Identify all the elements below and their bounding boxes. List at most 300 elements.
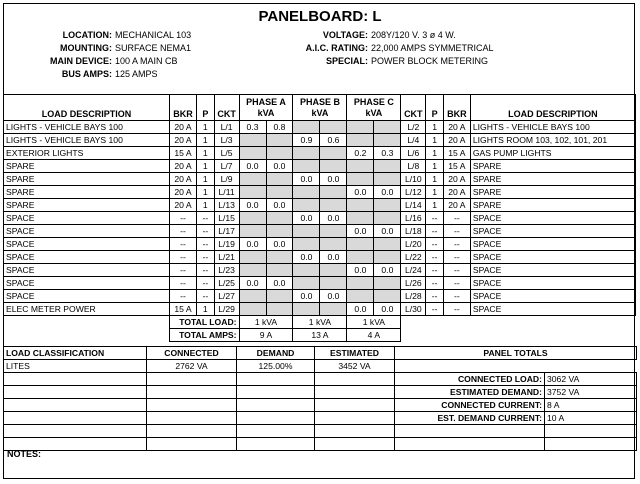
circuit-row bbox=[4, 277, 636, 290]
breaker-right: -- bbox=[443, 212, 470, 225]
circuit-left: L/29 bbox=[214, 303, 239, 316]
phase-label: PHASE B bbox=[299, 96, 340, 107]
page-title: PANELBOARD: L bbox=[258, 8, 382, 25]
phase-b-header bbox=[293, 95, 347, 121]
phase-b-right bbox=[320, 303, 347, 316]
phase-c-left bbox=[347, 290, 374, 303]
column-header: LOAD DESCRIPTION bbox=[4, 95, 170, 121]
breaker-right: 20 A bbox=[443, 173, 470, 186]
circuit-right: L/20 bbox=[401, 238, 426, 251]
breaker-left: 15 A bbox=[170, 303, 197, 316]
breaker-right: -- bbox=[443, 238, 470, 251]
load-description-right: LIGHTS ROOM 103, 102, 101, 201 bbox=[470, 134, 635, 147]
poles-left: -- bbox=[197, 277, 215, 290]
breaker-right: -- bbox=[443, 303, 470, 316]
breaker-left: 20 A bbox=[170, 173, 197, 186]
load-description-right: SPACE bbox=[470, 238, 635, 251]
circuit-left: L/9 bbox=[214, 173, 239, 186]
phase-a-left bbox=[239, 186, 266, 199]
circuit-left: L/3 bbox=[214, 134, 239, 147]
poles-right: -- bbox=[426, 212, 444, 225]
phase-b-right bbox=[320, 121, 347, 134]
breaker-left: -- bbox=[170, 225, 197, 238]
classification-row bbox=[4, 360, 637, 373]
circuit-left: L/23 bbox=[214, 264, 239, 277]
panel-schedule bbox=[3, 3, 635, 479]
circuit-row bbox=[4, 121, 636, 134]
load-description-right: SPACE bbox=[470, 264, 635, 277]
circuit-row bbox=[4, 186, 636, 199]
poles-right: -- bbox=[426, 225, 444, 238]
phase-b-right bbox=[320, 147, 347, 160]
phase-b-left bbox=[293, 147, 320, 160]
phase-a-right bbox=[266, 212, 293, 225]
phase-a-left: 0.0 bbox=[239, 238, 266, 251]
load-description-left: SPACE bbox=[4, 212, 170, 225]
phase-c-left bbox=[347, 134, 374, 147]
phase-c-right bbox=[374, 238, 401, 251]
circuit-right: L/26 bbox=[401, 277, 426, 290]
header-field bbox=[244, 55, 494, 68]
phase-a-right: 0.0 bbox=[266, 238, 293, 251]
circuit-right: L/10 bbox=[401, 173, 426, 186]
circuit-row bbox=[4, 212, 636, 225]
poles-left: -- bbox=[197, 264, 215, 277]
phase-a-right bbox=[266, 134, 293, 147]
phase-b-right: 0.0 bbox=[320, 173, 347, 186]
phase-label: PHASE C bbox=[353, 96, 394, 107]
breaker-left: -- bbox=[170, 238, 197, 251]
poles-right: -- bbox=[426, 303, 444, 316]
poles-left: -- bbox=[197, 212, 215, 225]
header-key: BUS AMPS: bbox=[61, 69, 112, 79]
notes-label: NOTES: bbox=[7, 449, 42, 459]
poles-left: 1 bbox=[197, 147, 215, 160]
circuit-right: L/16 bbox=[401, 212, 426, 225]
table-header-row bbox=[4, 95, 636, 121]
column-header: DEMAND bbox=[237, 347, 315, 360]
circuit-row bbox=[4, 264, 636, 277]
circuit-row bbox=[4, 134, 636, 147]
poles-left: 1 bbox=[197, 121, 215, 134]
header-field bbox=[4, 29, 191, 42]
breaker-left: -- bbox=[170, 277, 197, 290]
phase-c-right bbox=[374, 251, 401, 264]
phase-c-left bbox=[347, 199, 374, 212]
circuit-row bbox=[4, 199, 636, 212]
header-value: 125 AMPS bbox=[115, 69, 158, 79]
header-key: MAIN DEVICE: bbox=[49, 56, 112, 66]
breaker-right: 20 A bbox=[443, 134, 470, 147]
classification-estimated: 3452 VA bbox=[315, 360, 395, 373]
column-header: LOAD CLASSIFICATION bbox=[4, 347, 147, 360]
breaker-left: 20 A bbox=[170, 121, 197, 134]
phase-b-right bbox=[320, 186, 347, 199]
circuit-left: L/21 bbox=[214, 251, 239, 264]
phase-a-right bbox=[266, 290, 293, 303]
phase-c-left: 0.0 bbox=[347, 264, 374, 277]
phase-c-left bbox=[347, 121, 374, 134]
breaker-left: 20 A bbox=[170, 186, 197, 199]
phase-b-left: 0.0 bbox=[293, 173, 320, 186]
load-description-right: SPACE bbox=[470, 212, 635, 225]
phase-a-right bbox=[266, 225, 293, 238]
breaker-right: -- bbox=[443, 251, 470, 264]
load-description-left: EXTERIOR LIGHTS bbox=[4, 147, 170, 160]
phase-b-left bbox=[293, 121, 320, 134]
total-amps-b: 13 A bbox=[293, 329, 347, 342]
header-field bbox=[244, 42, 494, 55]
poles-left: -- bbox=[197, 290, 215, 303]
circuit-right: L/22 bbox=[401, 251, 426, 264]
load-description-right: SPACE bbox=[470, 290, 635, 303]
header-field bbox=[4, 42, 191, 55]
poles-right: 1 bbox=[426, 173, 444, 186]
classification-demand: 125.00% bbox=[237, 360, 315, 373]
load-description-left: SPACE bbox=[4, 238, 170, 251]
poles-left: 1 bbox=[197, 303, 215, 316]
load-description-left: SPACE bbox=[4, 277, 170, 290]
load-description-left: SPARE bbox=[4, 160, 170, 173]
circuit-left: L/7 bbox=[214, 160, 239, 173]
load-description-right: SPARE bbox=[470, 173, 635, 186]
column-header: CONNECTED bbox=[147, 347, 237, 360]
phase-c-left bbox=[347, 173, 374, 186]
circuit-row bbox=[4, 160, 636, 173]
poles-right: -- bbox=[426, 264, 444, 277]
phase-b-right bbox=[320, 225, 347, 238]
load-description-left: SPARE bbox=[4, 186, 170, 199]
phase-a-left bbox=[239, 290, 266, 303]
circuit-right: L/12 bbox=[401, 186, 426, 199]
phase-c-left bbox=[347, 160, 374, 173]
column-header: P bbox=[426, 95, 444, 121]
phase-b-right: 0.0 bbox=[320, 212, 347, 225]
poles-left: -- bbox=[197, 225, 215, 238]
circuit-row bbox=[4, 173, 636, 186]
header-value: 22,000 AMPS SYMMETRICAL bbox=[371, 43, 494, 53]
breaker-left: -- bbox=[170, 264, 197, 277]
total-load-label: TOTAL LOAD: bbox=[170, 316, 240, 329]
header-key: MOUNTING: bbox=[60, 43, 112, 53]
load-description-right: SPARE bbox=[470, 199, 635, 212]
phase-a-left bbox=[239, 147, 266, 160]
phase-b-right: 0.6 bbox=[320, 134, 347, 147]
phase-a-left bbox=[239, 251, 266, 264]
phase-c-left: 0.0 bbox=[347, 303, 374, 316]
circuit-row bbox=[4, 147, 636, 160]
breaker-left: 20 A bbox=[170, 199, 197, 212]
phase-a-right bbox=[266, 251, 293, 264]
poles-right: -- bbox=[426, 238, 444, 251]
phase-b-right bbox=[320, 238, 347, 251]
breaker-right: 20 A bbox=[443, 121, 470, 134]
phase-a-left bbox=[239, 212, 266, 225]
breaker-right: 20 A bbox=[443, 186, 470, 199]
phase-c-left bbox=[347, 277, 374, 290]
column-header: LOAD DESCRIPTION bbox=[470, 95, 635, 121]
load-description-right: SPACE bbox=[470, 225, 635, 238]
phase-b-left: 0.0 bbox=[293, 290, 320, 303]
total-load-a: 1 kVA bbox=[239, 316, 293, 329]
circuit-right: L/24 bbox=[401, 264, 426, 277]
column-header: P bbox=[197, 95, 215, 121]
phase-c-right: 0.3 bbox=[374, 147, 401, 160]
phase-c-right bbox=[374, 121, 401, 134]
phase-c-right: 0.0 bbox=[374, 225, 401, 238]
phase-a-header bbox=[239, 95, 293, 121]
total-amps-c: 4 A bbox=[347, 329, 401, 342]
breaker-left: -- bbox=[170, 290, 197, 303]
load-description-left: SPACE bbox=[4, 264, 170, 277]
classification-row bbox=[4, 386, 637, 399]
total-load-c: 1 kVA bbox=[347, 316, 401, 329]
total-amps-a: 9 A bbox=[239, 329, 293, 342]
circuit-left: L/5 bbox=[214, 147, 239, 160]
circuit-row bbox=[4, 303, 636, 316]
classification-row bbox=[4, 412, 637, 425]
phase-c-left bbox=[347, 212, 374, 225]
classification-row bbox=[4, 438, 637, 451]
phase-a-left bbox=[239, 303, 266, 316]
circuit-right: L/4 bbox=[401, 134, 426, 147]
phase-a-left bbox=[239, 225, 266, 238]
phase-c-left bbox=[347, 238, 374, 251]
phase-a-right bbox=[266, 264, 293, 277]
circuit-row bbox=[4, 290, 636, 303]
phase-c-right bbox=[374, 173, 401, 186]
total-amps-label: TOTAL AMPS: bbox=[170, 329, 240, 342]
load-description-left: ELEC METER POWER bbox=[4, 303, 170, 316]
panel-total-label: CONNECTED CURRENT: bbox=[395, 399, 545, 412]
phase-b-left bbox=[293, 225, 320, 238]
phase-a-right: 0.8 bbox=[266, 121, 293, 134]
total-load-row bbox=[4, 316, 636, 329]
header-value: POWER BLOCK METERING bbox=[371, 56, 489, 66]
poles-left: 1 bbox=[197, 199, 215, 212]
poles-left: -- bbox=[197, 251, 215, 264]
breaker-right: 15 A bbox=[443, 160, 470, 173]
load-description-left: SPACE bbox=[4, 290, 170, 303]
phase-b-left bbox=[293, 303, 320, 316]
breaker-right: -- bbox=[443, 264, 470, 277]
circuit-row bbox=[4, 238, 636, 251]
load-description-right: SPACE bbox=[470, 303, 635, 316]
breaker-left: 20 A bbox=[170, 134, 197, 147]
panel-total-label: EST. DEMAND CURRENT: bbox=[395, 412, 545, 425]
phase-b-left: 0.0 bbox=[293, 251, 320, 264]
circuit-left: L/25 bbox=[214, 277, 239, 290]
classification-row bbox=[4, 373, 637, 386]
header-key: VOLTAGE: bbox=[322, 30, 368, 40]
circuit-right: L/6 bbox=[401, 147, 426, 160]
poles-right: 1 bbox=[426, 147, 444, 160]
circuit-row bbox=[4, 251, 636, 264]
breaker-right: -- bbox=[443, 225, 470, 238]
phase-c-right bbox=[374, 160, 401, 173]
phase-a-left: 0.0 bbox=[239, 277, 266, 290]
poles-right: 1 bbox=[426, 121, 444, 134]
phase-a-right: 0.0 bbox=[266, 160, 293, 173]
phase-a-right bbox=[266, 147, 293, 160]
phase-a-right: 0.0 bbox=[266, 199, 293, 212]
load-description-right: SPACE bbox=[470, 277, 635, 290]
phase-c-right bbox=[374, 212, 401, 225]
poles-left: 1 bbox=[197, 186, 215, 199]
poles-right: 1 bbox=[426, 160, 444, 173]
breaker-left: -- bbox=[170, 251, 197, 264]
phase-b-left bbox=[293, 160, 320, 173]
phase-a-right bbox=[266, 303, 293, 316]
header-left bbox=[4, 29, 191, 81]
breaker-right: -- bbox=[443, 277, 470, 290]
unit-label: kVA bbox=[365, 107, 383, 118]
phase-c-right bbox=[374, 134, 401, 147]
phase-b-left bbox=[293, 238, 320, 251]
poles-left: -- bbox=[197, 238, 215, 251]
panel-total-value: 10 A bbox=[545, 412, 637, 425]
load-description-left: SPARE bbox=[4, 173, 170, 186]
panel-total-value: 8 A bbox=[545, 399, 637, 412]
total-amps-row bbox=[4, 329, 636, 342]
column-header: BKR bbox=[170, 95, 197, 121]
panel-totals-title: PANEL TOTALS bbox=[395, 347, 637, 360]
breaker-left: -- bbox=[170, 212, 197, 225]
phase-b-left bbox=[293, 277, 320, 290]
phase-c-left: 0.0 bbox=[347, 186, 374, 199]
poles-left: 1 bbox=[197, 134, 215, 147]
poles-right: 1 bbox=[426, 186, 444, 199]
load-description-left: LIGHTS - VEHICLE BAYS 100 bbox=[4, 134, 170, 147]
load-description-right: SPARE bbox=[470, 186, 635, 199]
load-description-left: SPACE bbox=[4, 225, 170, 238]
phase-b-right bbox=[320, 160, 347, 173]
column-header: BKR bbox=[443, 95, 470, 121]
circuit-left: L/15 bbox=[214, 212, 239, 225]
circuit-left: L/13 bbox=[214, 199, 239, 212]
circuit-right: L/30 bbox=[401, 303, 426, 316]
phase-b-left bbox=[293, 186, 320, 199]
poles-right: -- bbox=[426, 290, 444, 303]
classification-row bbox=[4, 425, 637, 438]
load-description-right: SPARE bbox=[470, 160, 635, 173]
header-key: A.I.C. RATING: bbox=[305, 43, 368, 53]
circuit-right: L/28 bbox=[401, 290, 426, 303]
poles-right: -- bbox=[426, 277, 444, 290]
breaker-right: 15 A bbox=[443, 147, 470, 160]
load-description-right: SPACE bbox=[470, 251, 635, 264]
summary-table bbox=[3, 346, 637, 451]
phase-c-right bbox=[374, 290, 401, 303]
circuit-right: L/18 bbox=[401, 225, 426, 238]
phase-a-right: 0.0 bbox=[266, 277, 293, 290]
load-description-left: LIGHTS - VEHICLE BAYS 100 bbox=[4, 121, 170, 134]
classification-connected: 2762 VA bbox=[147, 360, 237, 373]
unit-label: kVA bbox=[311, 107, 329, 118]
phase-c-left: 0.0 bbox=[347, 225, 374, 238]
breaker-left: 20 A bbox=[170, 160, 197, 173]
phase-a-left: 0.0 bbox=[239, 199, 266, 212]
poles-left: 1 bbox=[197, 173, 215, 186]
load-description-right: LIGHTS - VEHICLE BAYS 100 bbox=[470, 121, 635, 134]
header-right bbox=[244, 29, 494, 68]
breaker-right: 20 A bbox=[443, 199, 470, 212]
phase-b-left bbox=[293, 199, 320, 212]
circuit-left: L/27 bbox=[214, 290, 239, 303]
circuit-table bbox=[3, 94, 636, 342]
phase-b-right bbox=[320, 199, 347, 212]
phase-c-right: 0.0 bbox=[374, 264, 401, 277]
classification-row bbox=[4, 399, 637, 412]
poles-right: -- bbox=[426, 251, 444, 264]
breaker-left: 15 A bbox=[170, 147, 197, 160]
header-value: 208Y/120 V. 3 ø 4 W. bbox=[371, 30, 456, 40]
column-header: CKT bbox=[401, 95, 426, 121]
phase-b-right: 0.0 bbox=[320, 290, 347, 303]
circuit-right: L/2 bbox=[401, 121, 426, 134]
phase-a-right bbox=[266, 173, 293, 186]
poles-right: 1 bbox=[426, 199, 444, 212]
phase-b-right: 0.0 bbox=[320, 251, 347, 264]
column-header: ESTIMATED bbox=[315, 347, 395, 360]
phase-b-right bbox=[320, 264, 347, 277]
classification-header-row bbox=[4, 347, 637, 360]
phase-a-left bbox=[239, 134, 266, 147]
circuit-left: L/11 bbox=[214, 186, 239, 199]
header-field bbox=[4, 68, 191, 81]
phase-a-left bbox=[239, 264, 266, 277]
poles-left: 1 bbox=[197, 160, 215, 173]
load-description-left: SPACE bbox=[4, 251, 170, 264]
circuit-right: L/14 bbox=[401, 199, 426, 212]
poles-right: 1 bbox=[426, 134, 444, 147]
phase-b-left bbox=[293, 264, 320, 277]
load-description-right: GAS PUMP LIGHTS bbox=[470, 147, 635, 160]
phase-c-left bbox=[347, 251, 374, 264]
panel-total-value: 3752 VA bbox=[545, 386, 637, 399]
header-field bbox=[4, 55, 191, 68]
circuit-left: L/19 bbox=[214, 238, 239, 251]
column-header: CKT bbox=[214, 95, 239, 121]
breaker-right: -- bbox=[443, 290, 470, 303]
circuit-left: L/17 bbox=[214, 225, 239, 238]
phase-a-left bbox=[239, 173, 266, 186]
panel-total-value: 3062 VA bbox=[545, 373, 637, 386]
phase-a-right bbox=[266, 186, 293, 199]
circuit-right: L/8 bbox=[401, 160, 426, 173]
phase-label: PHASE A bbox=[246, 96, 286, 107]
header-key: SPECIAL: bbox=[325, 56, 368, 66]
phase-c-left: 0.2 bbox=[347, 147, 374, 160]
header-value: 100 A MAIN CB bbox=[115, 56, 178, 66]
phase-c-right bbox=[374, 199, 401, 212]
header-field bbox=[244, 29, 494, 42]
load-description-left: SPARE bbox=[4, 199, 170, 212]
circuit-left: L/1 bbox=[214, 121, 239, 134]
phase-c-right bbox=[374, 277, 401, 290]
phase-a-left: 0.0 bbox=[239, 160, 266, 173]
header-value: MECHANICAL 103 bbox=[115, 30, 192, 40]
header-value: SURFACE NEMA1 bbox=[115, 43, 192, 53]
phase-c-right: 0.0 bbox=[374, 303, 401, 316]
classification-name: LITES bbox=[4, 360, 147, 373]
phase-b-left: 0.0 bbox=[293, 212, 320, 225]
unit-label: kVA bbox=[257, 107, 275, 118]
phase-a-left: 0.3 bbox=[239, 121, 266, 134]
total-load-b: 1 kVA bbox=[293, 316, 347, 329]
phase-b-left: 0.9 bbox=[293, 134, 320, 147]
phase-c-right: 0.0 bbox=[374, 186, 401, 199]
